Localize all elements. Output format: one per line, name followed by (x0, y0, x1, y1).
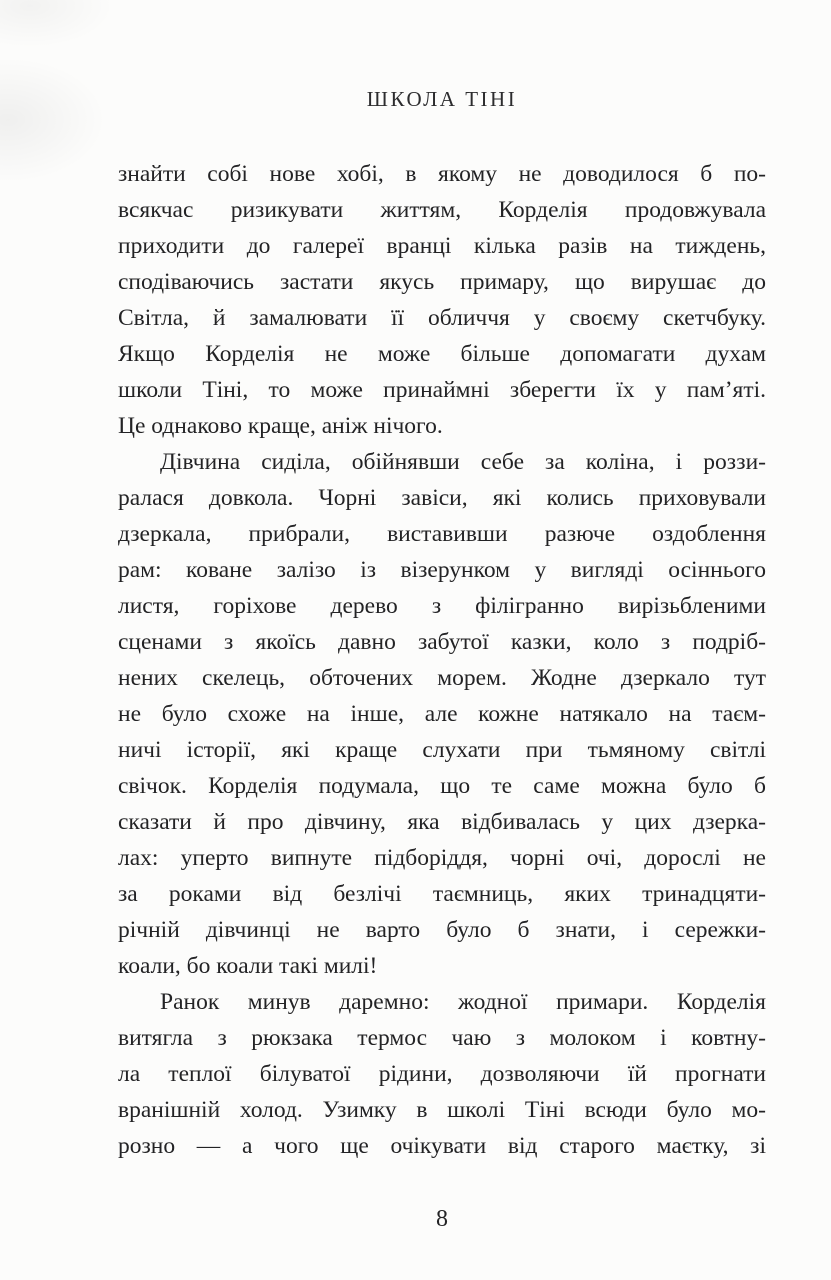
text-line: розно — а чого ще очікувати від старого маєтку, зі (118, 1133, 766, 1159)
text-line: дзеркала, прибрали, виставивши разюче оздоблення (118, 521, 766, 547)
page-number: 8 (436, 1206, 448, 1232)
paragraph (118, 156, 766, 444)
text-line: не було схоже на інше, але кожне натякало на таєм- (118, 701, 766, 727)
text-line: витягла з рюкзака термос чаю з молоком і ковтну- (118, 1025, 766, 1051)
text-line: сценами з якоїсь давно забутої казки, коло з подріб- (118, 629, 766, 655)
text-line: всякчас ризикувати життям, Корделія продовжувала (118, 197, 766, 223)
text-line: приходити до галереї вранці кілька разів на тиждень, (118, 233, 766, 259)
text-line: ла теплої білуватої рідини, дозволяючи їй прогнати (118, 1061, 766, 1087)
text-line: сказати й про дівчину, яка відбивалась у цих дзерка- (118, 809, 766, 835)
text-line: коали, бо коали такі милі! (118, 953, 378, 979)
text-line: Світла, й замалювати її обличчя у своєму скетчбуку. (118, 305, 766, 331)
text-line: сподіваючись застати якусь примару, що вирушає до (118, 269, 766, 295)
text-line: нених скелець, обточених морем. Жодне дзеркало тут (118, 665, 766, 691)
text-line: Якщо Корделія не може більше допомагати духам (118, 341, 766, 367)
text-line: вранішній холод. Узимку в школі Тіні всюди було мо- (118, 1097, 766, 1123)
body-text (118, 156, 766, 1164)
text-line: за роками від безлічі таємниць, яких тринадцяти- (118, 881, 766, 907)
text-line: лах: уперто випнуте підборіддя, чорні очі, дорослі не (118, 845, 766, 871)
text-line: свічок. Корделія подумала, що те саме можна було б (118, 773, 766, 799)
running-header (118, 87, 766, 112)
text-line: Це однаково краще, аніж нічого. (118, 413, 443, 439)
paragraph (118, 984, 766, 1164)
text-line: школи Тіні, то може принаймні зберегти їх у пам’яті. (118, 377, 766, 403)
chapter-title: ШКОЛА ТІНІ (366, 87, 518, 111)
text-line: знайти собі нове хобі, в якому не доводилося б по- (118, 161, 766, 187)
text-line: річній дівчинці не варто було б знати, і сережки- (118, 917, 766, 943)
page-footer (118, 1206, 766, 1233)
text-line: ничі історії, які краще слухати при тьмяному світлі (118, 737, 766, 763)
text-line: ралася довкола. Чорні завіси, які колись приховували (118, 485, 766, 511)
text-line: рам: коване залізо із візерунком у вигляді осіннього (118, 557, 766, 583)
paragraph (118, 444, 766, 984)
text-line: листя, горіхове дерево з філігранно вирізьбленими (118, 593, 766, 619)
text-line: Дівчина сиділа, обійнявши себе за коліна, і роззи- (160, 449, 766, 475)
text-line: Ранок минув даремно: жодної примари. Корделія (160, 989, 766, 1015)
